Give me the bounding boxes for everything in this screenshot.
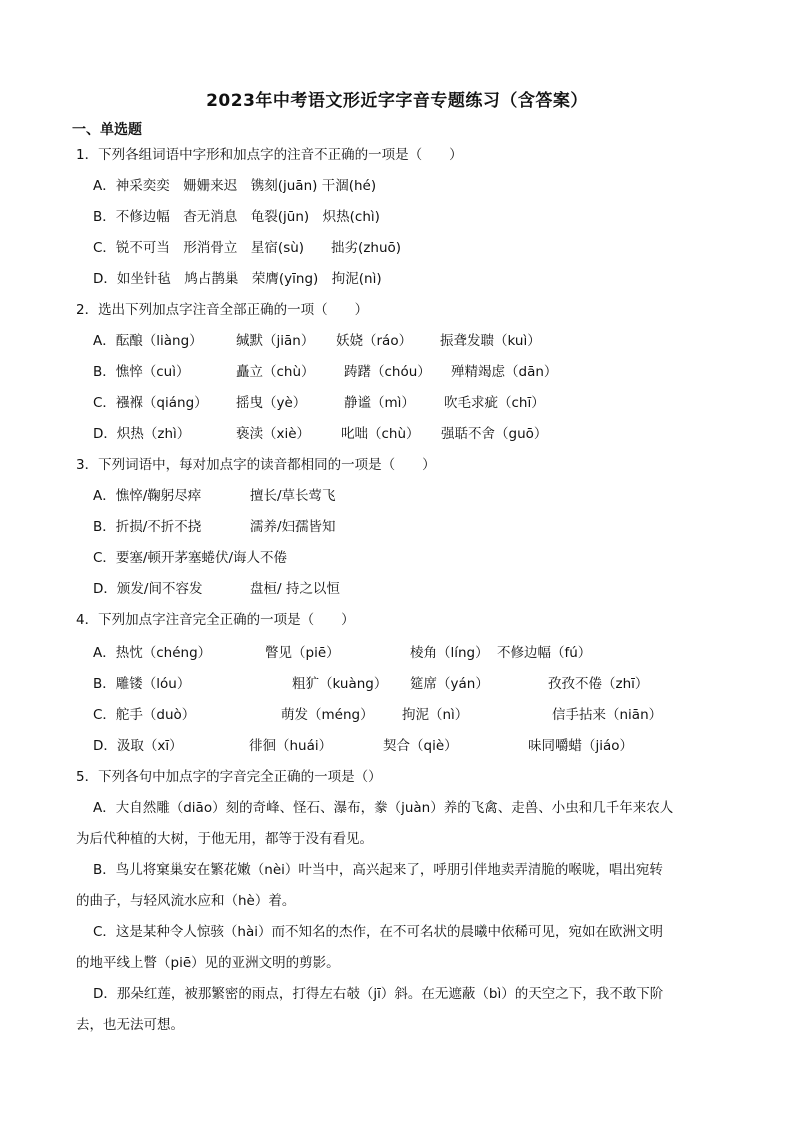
- question-5-option-b-cont: 的曲子，与轻风流水应和（hè）着。: [76, 893, 296, 909]
- document-title: 2023年中考语文形近字字音专题练习（含答案）: [206, 91, 588, 111]
- option-cell: 不修边幅（fú）: [497, 645, 592, 661]
- option-cell: 棱角（líng）: [410, 645, 489, 661]
- option-cell: 静谧（mì）: [344, 395, 415, 411]
- option-cell: B．憔悴（cuì）: [93, 364, 190, 380]
- option-cell: 殚精竭虑（dān）: [451, 364, 558, 380]
- question-1-option-c[interactable]: C．锐不可当 形消骨立 星宿(sù) 拙劣(zhuō): [93, 240, 402, 256]
- option-cell: 矗立（chù）: [236, 364, 315, 380]
- question-5-option-d[interactable]: D．那朵红莲，被那繁密的雨点，打得左右攲（jī）斜。在无遮蔽（bì）的天空之下，我不敢下阶: [93, 986, 664, 1002]
- option-cell: 亵渎（xiè）: [236, 426, 311, 442]
- section-heading: 一、单选题: [72, 122, 142, 138]
- option-cell: 粗犷（kuàng）: [292, 676, 388, 692]
- option-cell: D．颁发/间不容发: [93, 581, 203, 597]
- option-cell: 叱咄（chù）: [341, 426, 420, 442]
- option-cell: 盘桓/ 持之以恒: [250, 581, 340, 597]
- option-cell: 妖娆（ráo）: [336, 333, 413, 349]
- option-cell: 萌发（méng）: [281, 707, 374, 723]
- option-cell: 筵席（yán）: [410, 676, 489, 692]
- option-cell: 踌躇（chóu）: [344, 364, 431, 380]
- question-4-stem: 4．下列加点字注音完全正确的一项是（ ）: [76, 612, 355, 628]
- question-3-stem: 3．下列词语中，每对加点字的读音都相同的一项是（ ）: [76, 457, 436, 473]
- option-cell: 缄默（jiān）: [236, 333, 315, 349]
- option-cell: A．酝酿（liàng）: [93, 333, 203, 349]
- question-5-stem: 5．下列各句中加点字的字音完全正确的一项是（）: [76, 769, 382, 785]
- option-cell: 徘徊（huái）: [249, 738, 333, 754]
- option-cell: D．炽热（zhì）: [93, 426, 191, 442]
- option-cell: 信手拈来（niān）: [552, 707, 663, 723]
- question-1-option-a[interactable]: A．神采奕奕 姗姗来迟 镌刻(juān) 干涸(hé): [93, 178, 377, 194]
- question-5-option-b[interactable]: B．鸟儿将窠巢安在繁花嫩（nèi）叶当中，高兴起来了，呼朋引伴地卖弄清脆的喉咙，唱出宛转: [93, 862, 663, 878]
- question-5-option-a-cont: 为后代种植的大树，于他无用，都等于没有看见。: [76, 831, 373, 847]
- option-cell: B．雕镂（lóu）: [93, 676, 191, 692]
- question-5-option-c[interactable]: C．这是某种令人惊骇（hài）而不知名的杰作，在不可名状的晨曦中依稀可见，宛如在欧洲文明: [93, 924, 664, 940]
- question-5-option-a[interactable]: A．大自然雕（diāo）刻的奇峰、怪石、瀑布，豢（juàn）养的飞禽、走兽、小虫和几千年来农人: [93, 800, 674, 816]
- option-cell: 孜孜不倦（zhī）: [548, 676, 649, 692]
- option-cell: 擅长/草长莺飞: [250, 488, 336, 504]
- option-cell: A．憔悴/鞠躬尽瘁: [93, 488, 202, 504]
- option-cell: B．折损/不折不挠: [93, 519, 202, 535]
- option-cell: C．舵手（duò）: [93, 707, 196, 723]
- question-2-stem: 2．选出下列加点字注音全部正确的一项（ ）: [76, 302, 369, 318]
- option-cell: 味同嚼蜡（jiáo）: [528, 738, 634, 754]
- question-1-option-d[interactable]: D．如坐针毡 鸠占鹊巢 荣膺(yīng) 拘泥(nì): [93, 271, 382, 287]
- option-cell: D．汲取（xī）: [93, 738, 183, 754]
- option-cell: 濡养/妇孺皆知: [250, 519, 336, 535]
- option-cell: 契合（qiè）: [383, 738, 458, 754]
- option-cell: A．热忱（chéng）: [93, 645, 212, 661]
- option-cell: 摇曳（yè）: [236, 395, 307, 411]
- question-3-option-c[interactable]: C．要塞/顿开茅塞蜷伏/诲人不倦: [93, 550, 288, 566]
- option-cell: 瞥见（piē）: [265, 645, 340, 661]
- option-cell: 吹毛求疵（chī）: [444, 395, 545, 411]
- option-cell: 强聒不舍（guō）: [441, 426, 548, 442]
- question-5-option-c-cont: 的地平线上瞥（piē）见的亚洲文明的剪影。: [76, 955, 340, 971]
- option-cell: 振聋发聩（kuì）: [440, 333, 541, 349]
- question-5-option-d-cont: 去，也无法可想。: [76, 1017, 184, 1033]
- question-1-stem: 1．下列各组词语中字形和加点字的注音不正确的一项是（ ）: [76, 147, 463, 163]
- option-cell: C．襁褓（qiáng）: [93, 395, 208, 411]
- question-1-option-b[interactable]: B．不修边幅 杳无消息 龟裂(jūn) 炽热(chì): [93, 209, 380, 225]
- option-cell: 拘泥（nì）: [402, 707, 469, 723]
